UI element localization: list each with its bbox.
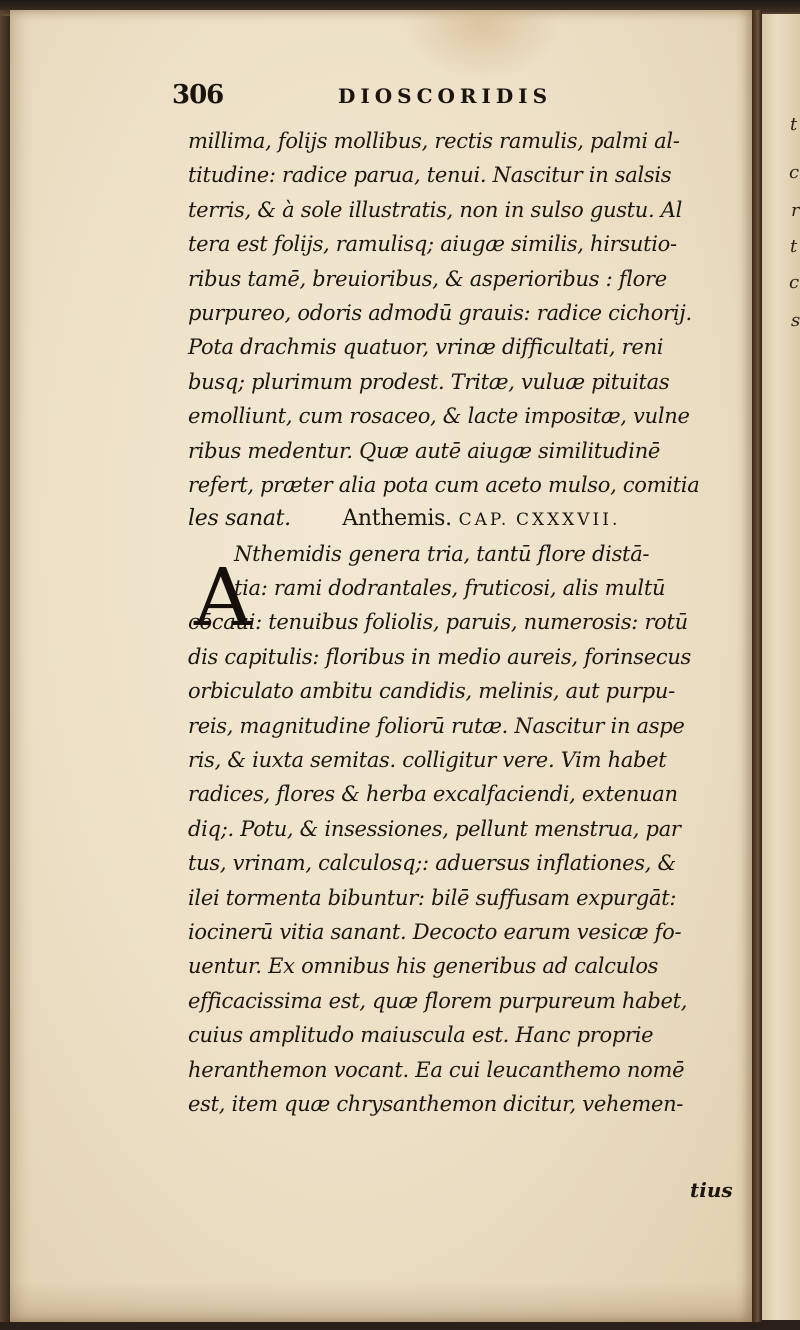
text-line: Nthemidis genera tria, tantū flore distā- (234, 541, 650, 566)
text-line: refert, præter alia pota cum aceto mulso, comitia (188, 472, 700, 497)
text-line: ribus tamē, breuioribus, & asperioribus : flore (188, 266, 667, 291)
text-line: heranthemon vocant. Ea cui leucanthemo nomē (188, 1057, 685, 1082)
text-line: Pota drachmis quatuor, vrinæ difficultati, reni (188, 335, 664, 360)
chapter-heading-line (188, 502, 736, 536)
chapter-title: Anthemis. (342, 506, 452, 532)
page-header (172, 80, 612, 114)
text-line: titudine: radice parua, tenui. Nascitur in salsis (188, 163, 672, 188)
facing-page-fragment: c (789, 272, 800, 293)
text-line: terris, & à sole illustratis, non in sulso gustu. Al (188, 197, 683, 222)
catchword: tius (690, 1178, 733, 1202)
chapter-number: CXXXVII. (515, 510, 621, 531)
text-line: emolliunt, cum rosaceo, & lacte impositæ, vulne (188, 404, 690, 429)
water-stain (402, 10, 562, 80)
text-line: ribus medentur. Quæ autē aiugæ similitudinē (188, 438, 661, 463)
text-line: efficacissima est, quæ florem purpureum habet, (188, 988, 688, 1013)
running-title: DIOSCORIDIS (338, 84, 553, 108)
page-number: 306 (172, 80, 224, 110)
chapter-label: CAP. (458, 510, 510, 531)
text-line: cōcaui: tenuibus foliolis, paruis, numerosis: rotū (188, 610, 688, 635)
text-line: orbiculato ambitu candidis, melinis, aut purpu- (188, 679, 675, 704)
facing-page-fragment: r (791, 200, 800, 221)
text-line: radices, flores & herba excalfaciendi, extenuan (188, 782, 678, 807)
text-line: tera est folijs, ramulisq; aiugæ similis, hirsutio- (188, 232, 677, 257)
text-line: tia: rami dodrantales, fruticosi, alis multū (234, 576, 666, 601)
text-line: diq;. Potu, & insessiones, pellunt menstrua, par (188, 816, 681, 841)
drop-cap: A (194, 551, 252, 644)
text-line: reis, magnitudine foliorū rutæ. Nascitur in aspe (188, 713, 685, 738)
text-line: purpureo, odoris admodū grauis: radice cichorij. (188, 300, 692, 325)
text-line: ilei tormenta bibuntur: bilē suffusam expurgāt: (188, 885, 677, 910)
text-line: les sanat. (188, 506, 291, 532)
text-line: cuius amplitudo maiuscula est. Hanc proprie (188, 1023, 654, 1048)
facing-page-fragment: t (790, 236, 798, 257)
body-text (188, 124, 736, 1121)
text-line: iocinerū vitia sanant. Decocto earum vesicæ fo- (188, 919, 682, 944)
text-line: tus, vrinam, calculosq;: aduersus inflationes, & (188, 851, 676, 876)
text-line: uentur. Ex omnibus his generibus ad calculos (188, 954, 659, 979)
text-line: millima, folijs mollibus, rectis ramulis, palmi al- (188, 129, 680, 153)
text-line: est, item quæ chrysanthemon dicitur, vehemen- (188, 1091, 684, 1116)
text-line: ris, & iuxta semitas. colligitur vere. Vim habet (188, 748, 667, 773)
gutter (752, 10, 762, 1322)
facing-page-edge (762, 14, 800, 1320)
facing-page-fragment: c (789, 162, 800, 183)
facing-page-fragment: t (790, 114, 798, 135)
facing-page-fragment: s (791, 310, 800, 331)
text-line: dis capitulis: floribus in medio aureis, forinsecus (188, 644, 692, 669)
text-line: busq; plurimum prodest. Tritæ, vuluæ pituitas (188, 369, 670, 394)
